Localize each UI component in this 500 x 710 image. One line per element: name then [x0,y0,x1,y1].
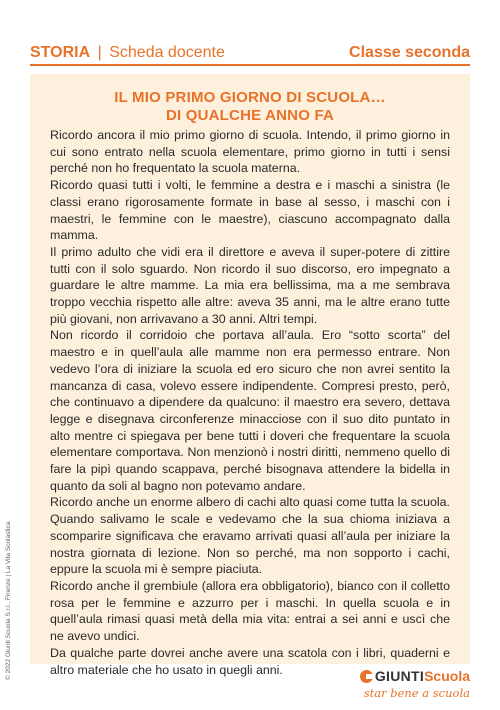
header-separator: | [97,44,102,61]
paragraph: Da qualche parte dovrei anche avere una scatola con i libri, quaderni e altro materiale che ho usato in quegli anni. [50,645,450,677]
publisher-logo [340,668,470,704]
brand-name: GIUNTI [374,668,425,684]
sheet-type-label: Scheda docente [109,44,225,61]
header-divider [30,64,470,66]
title-line-1: IL MIO PRIMO GIORNO DI SCUOLA… [114,89,386,106]
page-header [30,40,470,66]
class-label: Classe seconda [349,44,470,61]
paragraph: Ricordo ancora il mio primo giorno di scuola. Intendo, il primo giorno in cui sono entrato nella scuola elementare, primo giorno in tutti i sensi perché non ho frequentato la scuola materna. [50,128,450,176]
title-line-2: DI QUALCHE ANNO FA [165,107,335,124]
header-subject-group [30,44,225,62]
brand-name-suffix: Scuola [424,668,470,684]
logo-wordmark [360,668,470,684]
subject-label: STORIA [30,44,91,61]
paragraph: Ricordo quasi tutti i volti, le femmine a destra e i maschi a sinistra (le classi erano rigorosamente formate in base al sesso, i maschi con i maestri, le femmine con le maestre), ciascuno accompagnato dalla mamma. [50,178,450,243]
page-title [30,89,470,125]
paragraph: Ricordo anche un enorme albero di cachi alto quasi come tutta la scuola. Quando salivamo le scale e vedevamo che la sua chioma iniziava a scomparire significava che eravamo arrivati quasi all’aula per iniziare la nostra giornata di lezione. Non so perché, ma non sopporto i cachi, eppure la scuola mi è sempre piaciuta. [50,495,450,577]
brand-tagline: star bene a scuola [363,686,470,700]
paragraph: Ricordo anche il grembiule (allora era obbligatorio), bianco con il colletto rosa per le femmine e azzurro per i maschi. In quella scuola e in quell’aula rimasi quasi metà della mia vita: entrai a sei anni e uscì che ne avevo undici. [50,578,450,644]
giunti-g-logo-icon [360,670,373,683]
story-text [50,127,450,678]
paragraph: Il primo adulto che vidi era il direttore e aveva il super-potere di zittire tutti con il solo sguardo. Non ricordo il suo discorso, ero impegnato a guardare le altre mamme. La mia era bellissima, ma a me sembrava troppo vecchia rispetto alle altre: aveva 35 anni, ma le altre erano tutte più giovani, non arrivavano a 30 anni. Altri tempi. [50,244,450,326]
paragraph: Non ricordo il corridoio che portava all’aula. Ero “sotto scorta” del maestro e in quell’aula alle mamme non era permesso entrare. Non vedevo l’ora di iniziare la scuola ed ero sicuro che non avrei sentito la mancanza di casa, volevo essere indipendente. Compresi presto, però, che continuavo a dipendere da qualcuno: il maestro era severo, dettava legge e disegnava circonferenze minacciose con il suo dito puntato in alto mentre ci spiegava per bene tutti i doveri che frequentare la scuola elementare comportava. Non menzionò i nostri diritti, nemmeno quello di fare la pipì quando scappava, perché bisognava attendere la bidella in quanto da soli al bagno non potevamo andare. [50,328,450,493]
copyright-credit: © 2022 Giunti Scuola S.r.l., Firenze | La Vita Scolastica [5,521,12,680]
